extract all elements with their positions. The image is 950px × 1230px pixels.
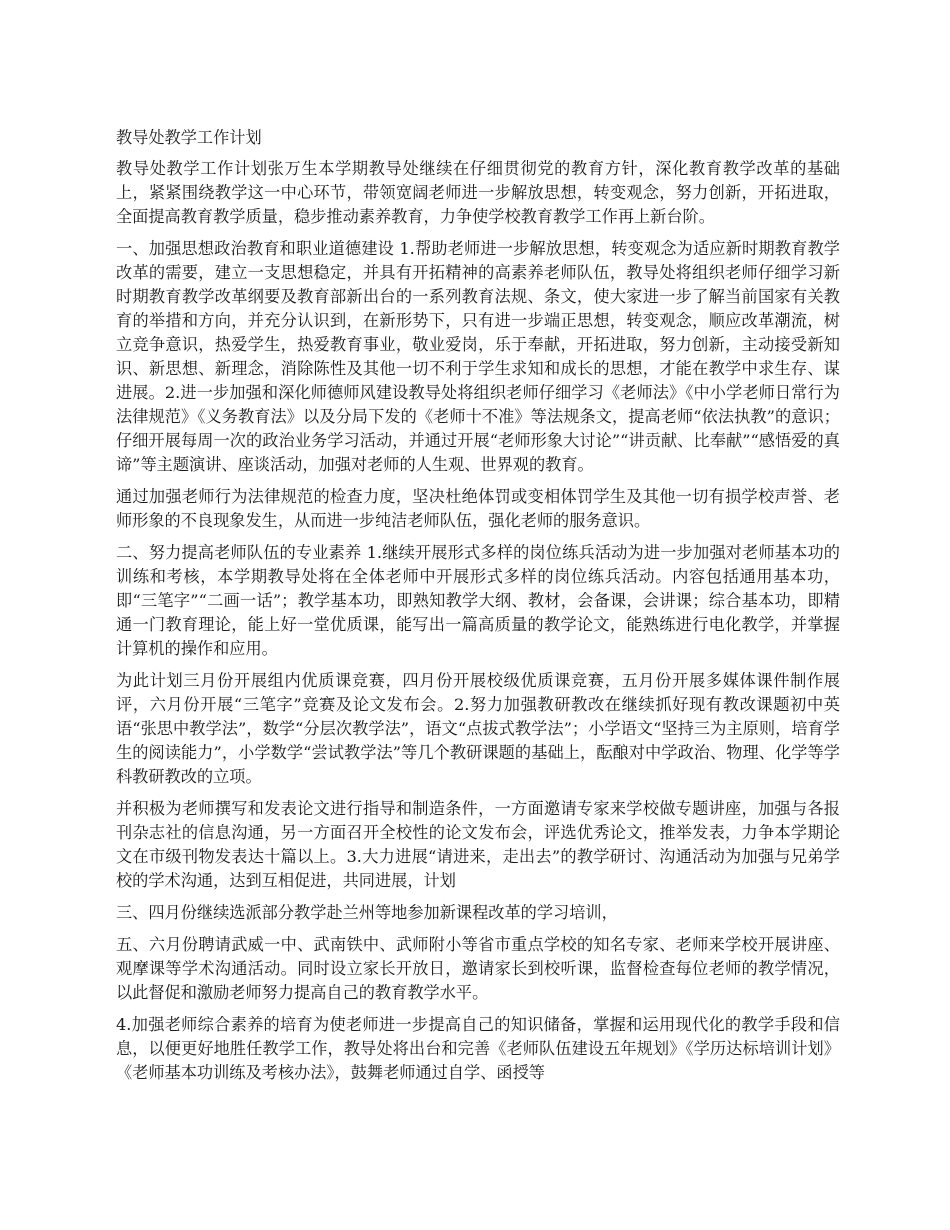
- paragraph-papers: 并积极为老师撰写和发表论文进行指导和制造条件，一方面邀请专家来学校做专题讲座，加强与各报刊杂志社的信息沟通，另一方面召开全校性的论文发布会，评选优秀论文，推举发表，力争本学期论文在市级刊物发表达十篇以上。3.大力进展“请进来，走出去”的教学研讨、沟通活动为加强与兄弟学校的学术沟通，达到互相促进，共同进展，计划: [116, 799, 840, 890]
- paragraph-section-2: 二、努力提高老师队伍的专业素养 1.继续开展形式多样的岗位练兵活动为进一步加强对老师基本功的训练和考核，本学期教导处将在全体老师中开展形式多样的岗位练兵活动。内容包括通用基本功，即“三笔字”“二画一话”；教学基本功，即熟知教学大纲、教材，会备课，会讲课；综合基本功，即精通一门教育理论，能上好一堂优质课，能写出一篇高质量的教学论文，能熟练进行电化教学，并掌握计算机的操作和应用。: [116, 543, 840, 658]
- document-page: [116, 126, 840, 1085]
- document-title: 教导处教学工作计划: [116, 128, 262, 147]
- paragraph-discipline: 通过加强老师行为法律规范的检查力度，坚决杜绝体罚或变相体罚学生及其他一切有损学校声誉、老师形象的不良现象发生，从而进一步纯洁老师队伍，强化老师的服务意识。: [116, 487, 840, 530]
- paragraph-training: 三、四月份继续选派部分教学赴兰州等地参加新课程改革的学习培训，: [116, 903, 618, 922]
- paragraph-exchange: 五、六月份聘请武威一中、武南铁中、武师附小等省市重点学校的知名专家、老师来学校开展讲座、观摩课等学术沟通活动。同时设立家长开放日，邀请家长到校听课，监督检查每位老师的教学情况，以此督促和激励老师努力提高自己的教育教学水平。: [116, 935, 840, 1002]
- paragraph-intro: 教导处教学工作计划张万生本学期教导处继续在仔细贯彻党的教育方针，深化教育教学改革的基础上，紧紧围绕教学这一中心环节，带领宽阔老师进一步解放思想，转变观念，努力创新，开拓进取，全面提高教育教学质量，稳步推动素养教育，力争使学校教育教学工作再上新台阶。: [116, 159, 840, 226]
- paragraph-literacy: 4.加强老师综合素养的培育为使老师进一步提高自己的知识储备，掌握和运用现代化的教学手段和信息，以便更好地胜任教学工作，教导处将出台和完善《老师队伍建设五年规划》《学历达标培训计划》《老师基本功训练及考核办法》，鼓舞老师通过自学、函授等: [116, 1015, 840, 1082]
- paragraph-section-1: 一、加强思想政治教育和职业道德建设 1.帮助老师进一步解放思想，转变观念为适应新时期教育教学改革的需要，建立一支思想稳定，并具有开拓精神的高素养老师队伍，教导处将组织老师仔细学习新时期教育教学改革纲要及教育部新出台的一系列教育法规、条文，使大家进一步了解当前国家有关教育的举措和方向，并充分认识到，在新形势下，只有进一步端正思想，转变观念，顺应改革潮流，树立竞争意识，热爱学生，热爱教育事业，敬业爱岗，乐于奉献，开拓进取，努力创新，主动接受新知识、新思想、新理念，消除陈性及其他一切不利于学生求知和成长的思想，才能在教学中求生存、谋进展。2.进一步加强和深化师德师风建设教导处将组织老师仔细学习《老师法》《中小学老师日常行为法律规范》《义务教育法》以及分局下发的《老师十不准》等法规条文，提高老师“依法执教”的意识；仔细开展每周一次的政治业务学习活动，并通过开展“老师形象大讨论”“讲贡献、比奉献”“感悟爱的真谛”等主题演讲、座谈活动，加强对老师的人生观、世界观的教育。: [116, 239, 840, 474]
- paragraph-competitions: 为此计划三月份开展组内优质课竞赛，四月份开展校级优质课竞赛，五月份开展多媒体课件制作展评，六月份开展“三笔字”竞赛及论文发布会。2.努力加强教研教改在继续抓好现有教改课题初中英语“张思中教学法”，数学“分层次教学法”，语文“点拔式教学法”；小学语文“坚持三为主原则，培育学生的阅读能力”，小学数学“尝试教学法”等几个教研课题的基础上，酝酿对中学政治、物理、化学等学科教研教改的立项。: [116, 671, 840, 786]
